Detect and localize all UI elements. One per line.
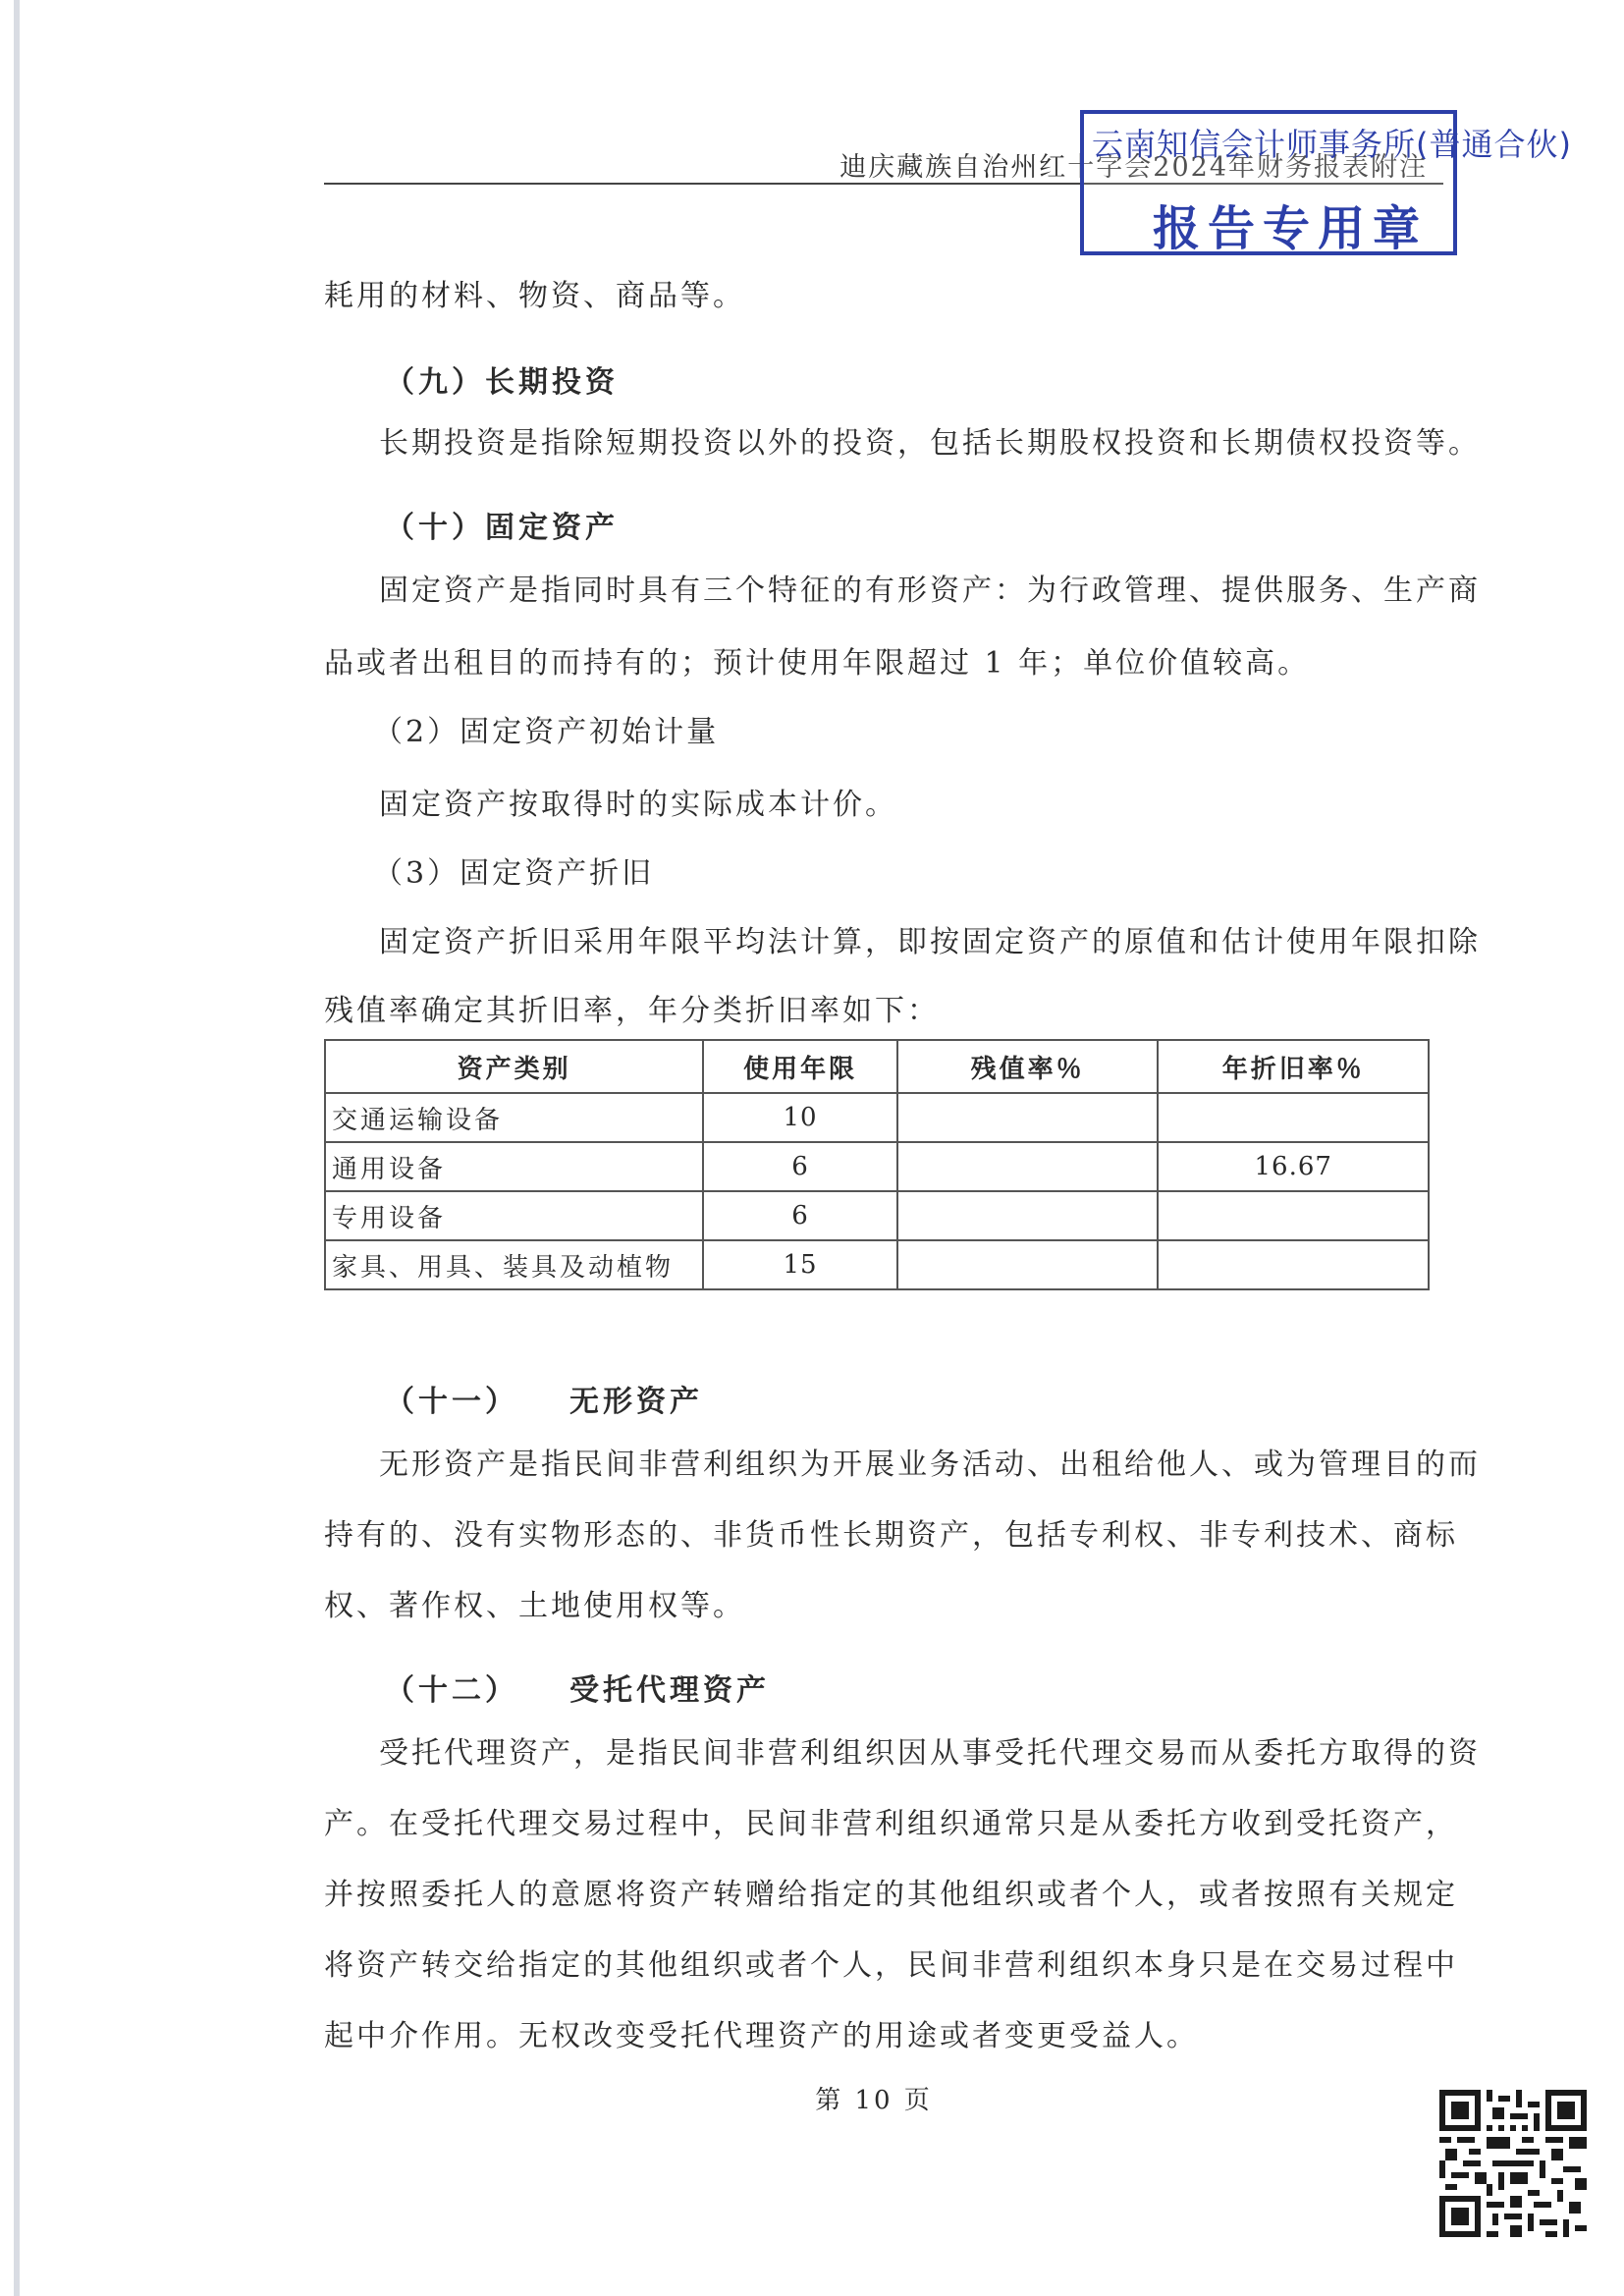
cell-residual-rate [897, 1240, 1159, 1289]
cell-residual-rate [897, 1191, 1159, 1240]
paragraph-trust-line2: 产。在受托代理交易过程中，民间非营利组织通常只是从委托方收到受托资产， [324, 1807, 1458, 1841]
depreciation-table [324, 1039, 1430, 1290]
paragraph-trust-line5: 起中介作用。无权改变受托代理资产的用途或者变更受益人。 [324, 2019, 1199, 2053]
table-row [325, 1142, 1429, 1191]
cell-depreciation-rate [1158, 1191, 1429, 1240]
paragraph-intangible-line2: 持有的、没有实物形态的、非货币性长期资产，包括专利权、非专利技术、商标 [324, 1518, 1458, 1553]
table-row [325, 1191, 1429, 1240]
page-number: 第 10 页 [815, 2086, 933, 2115]
paragraph-intangible-line1: 无形资产是指民间非营利组织为开展业务活动、出租给他人、或为管理目的而 [379, 1448, 1481, 1482]
header-title: 迪庆藏族自治州红十字会2024年财务报表附注 [839, 152, 1428, 183]
paragraph-depreciation-line2: 残值率确定其折旧率，年分类折旧率如下： [324, 994, 940, 1028]
heading-trust-assets [385, 1666, 770, 1709]
paragraph-trust-line3: 并按照委托人的意愿将资产转赠给指定的其他组织或者个人，或者按照有关规定 [324, 1878, 1458, 1912]
cell-category: 专用设备 [325, 1191, 703, 1240]
table-header-row [325, 1040, 1429, 1093]
subheading-depreciation: （3）固定资产折旧 [373, 856, 655, 891]
stamp-firm-name: 云南知信会计师事务所(普通合伙) [1092, 126, 1572, 163]
stamp-label: 报告专用章 [1153, 201, 1429, 256]
subheading-initial-measurement: （2）固定资产初始计量 [373, 715, 720, 749]
paragraph-continuation: 耗用的材料、物资、商品等。 [324, 279, 745, 313]
cell-years: 15 [703, 1240, 897, 1289]
heading-intangible-assets [385, 1377, 703, 1420]
cell-years: 6 [703, 1191, 897, 1240]
cell-depreciation-rate: 16.67 [1158, 1142, 1429, 1191]
table-row [325, 1093, 1429, 1142]
paragraph-initial-measurement: 固定资产按取得时的实际成本计价。 [379, 788, 897, 822]
heading-trust-title: 受托代理资产 [569, 1673, 770, 1708]
cell-depreciation-rate [1158, 1093, 1429, 1142]
report-stamp [1080, 110, 1572, 256]
paragraph-trust-line1: 受托代理资产，是指民间非营利组织因从事受托代理交易而从委托方取得的资 [379, 1736, 1481, 1771]
paragraph-depreciation-line1: 固定资产折旧采用年限平均法计算，即按固定资产的原值和估计使用年限扣除 [379, 925, 1481, 959]
scan-edge [14, 0, 20, 2296]
heading-trust-number: （十二） [385, 1673, 518, 1708]
cell-depreciation-rate [1158, 1240, 1429, 1289]
column-header-category: 资产类别 [325, 1040, 703, 1093]
qr-code-icon [1439, 2090, 1587, 2237]
cell-residual-rate [897, 1142, 1159, 1191]
table-row [325, 1240, 1429, 1289]
heading-fixed-assets: （十）固定资产 [385, 511, 619, 545]
column-header-years: 使用年限 [703, 1040, 897, 1093]
heading-long-term-investment: （九）长期投资 [385, 365, 619, 400]
paragraph-fixed-assets-line2: 品或者出租目的而持有的；预计使用年限超过 1 年；单位价值较高。 [324, 646, 1311, 681]
cell-category: 通用设备 [325, 1142, 703, 1191]
paragraph-fixed-assets-line1: 固定资产是指同时具有三个特征的有形资产：为行政管理、提供服务、生产商 [379, 574, 1481, 608]
column-header-residual-rate: 残值率％ [897, 1040, 1159, 1093]
heading-intangible-title: 无形资产 [569, 1385, 703, 1419]
paragraph-long-term-investment: 长期投资是指除短期投资以外的投资，包括长期股权投资和长期债权投资等。 [379, 426, 1481, 461]
column-header-depreciation-rate: 年折旧率％ [1158, 1040, 1429, 1093]
cell-residual-rate [897, 1093, 1159, 1142]
cell-years: 10 [703, 1093, 897, 1142]
cell-category: 交通运输设备 [325, 1093, 703, 1142]
paragraph-intangible-line3: 权、著作权、土地使用权等。 [324, 1589, 745, 1623]
cell-category: 家具、用具、装具及动植物 [325, 1240, 703, 1289]
paragraph-trust-line4: 将资产转交给指定的其他组织或者个人，民间非营利组织本身只是在交易过程中 [324, 1948, 1458, 1983]
cell-years: 6 [703, 1142, 897, 1191]
heading-intangible-number: （十一） [385, 1385, 518, 1419]
